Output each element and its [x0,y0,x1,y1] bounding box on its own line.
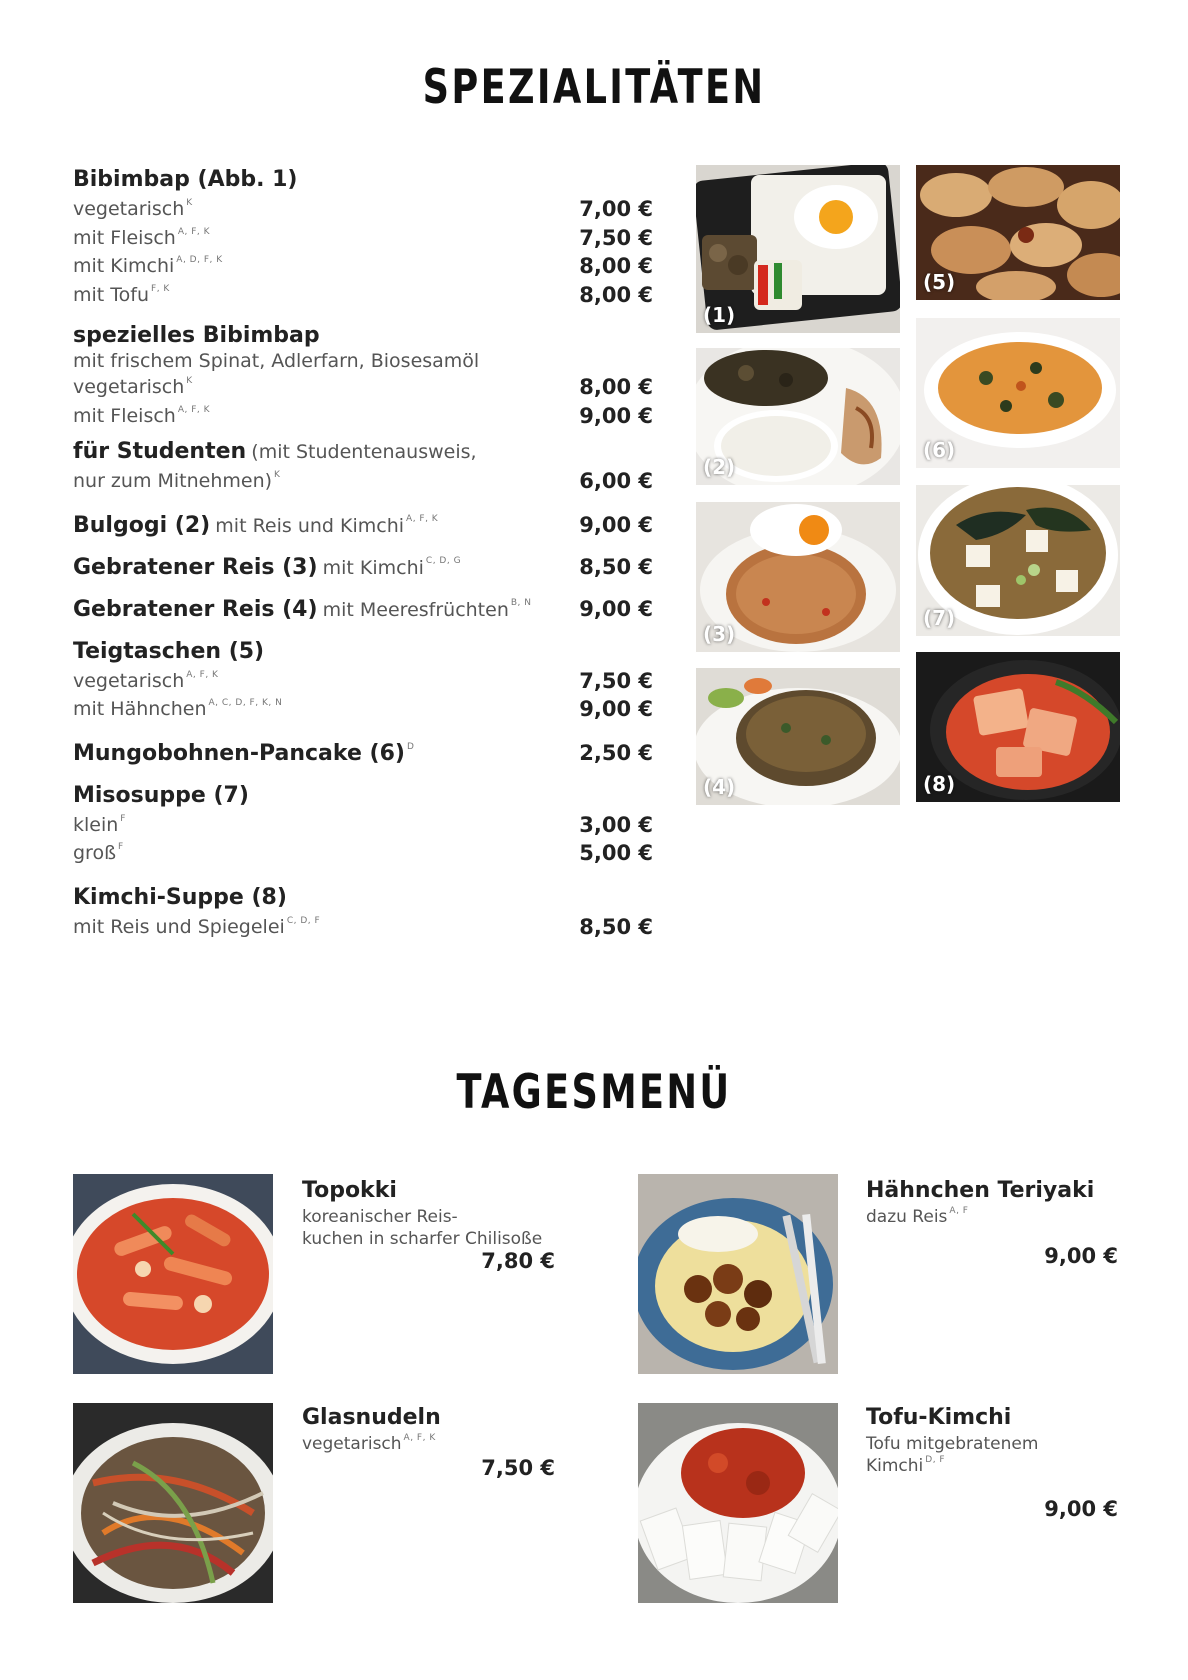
item-price: 9,00 € [579,403,653,428]
pancake-photo [916,318,1120,468]
dish-description-text: Kimchi [866,1456,924,1476]
bulgogi-photo [696,348,900,485]
menu-section-fried-rice-kimchi [73,552,653,583]
item-price: 3,00 € [579,812,653,837]
item-label: nur zum Mitnehmen) [73,470,273,492]
dish-description-text: dazu Reis [866,1207,948,1227]
dish-description-text: vegetarisch [302,1434,402,1454]
menu-section-bulgogi [73,510,653,541]
menu-section-students [73,436,653,496]
dish-card-tofu-kimchi [866,1403,1166,1477]
section-note: mit Meeresfrüchten [322,598,509,621]
section-description: mit frischem Spinat, Adlerfarn, Biosesamöl [73,350,480,372]
dish-description: koreanischer Reis- [302,1207,458,1227]
allergen-codes: K [274,470,281,480]
dish-card-glass-noodles [302,1403,602,1455]
allergen-codes: D, F [925,1455,946,1465]
item-price: 8,50 € [579,554,653,579]
fried-rice-egg-photo [696,502,900,652]
item-label: groß [73,842,117,864]
item-price: 8,00 € [579,282,653,307]
dish-name: Tofu-Kimchi [866,1405,1012,1430]
photo-number: (2) [703,455,736,479]
item-label: mit Fleisch [73,226,176,249]
menu-section-kimchi-soup [73,882,653,942]
allergen-codes: A, F, K [406,513,439,524]
section-title: Misosuppe (7) [73,782,249,808]
section-title: spezielles Bibimbap [73,323,320,348]
allergen-codes: F [118,842,124,852]
dumplings-photo [916,165,1120,300]
item-price: 7,50 € [579,668,653,693]
dish-price: 7,80 € [481,1249,555,1273]
allergen-codes: A, F [949,1206,969,1216]
page-title-daily-menu: TAGESMENÜ [456,1065,732,1120]
photo-number: (7) [923,606,956,630]
section-title: Kimchi-Suppe (8) [73,884,287,910]
item-label: mit Kimchi [73,255,175,277]
miso-soup-photo [916,485,1120,636]
glass-noodles-photo [73,1403,273,1603]
dish-description [866,1455,1166,1477]
kimchi-stew-photo [916,652,1120,802]
page-title-specials: SPEZIALITÄTEN [422,60,766,115]
item-label: mit Reis und Spiegelei [73,915,285,938]
photo-number: (6) [923,438,956,462]
allergen-codes: F, K [151,283,170,294]
allergen-codes: A, C, D, F, K, N [208,698,283,708]
allergen-codes: B, N [510,597,532,608]
dish-price: 9,00 € [1044,1244,1118,1268]
dish-description [866,1206,1166,1228]
menu-section-bibimbap [73,164,653,309]
allergen-codes: A, F, K [177,226,211,237]
menu-section-dumplings [73,636,653,724]
menu-section-miso-soup [73,780,653,868]
item-label: vegetarisch [73,376,185,398]
dish-price: 7,50 € [481,1456,555,1480]
section-note: mit Kimchi [322,556,424,579]
section-title: Mungobohnen-Pancake (6) [73,740,405,766]
item-price: 2,50 € [579,740,653,765]
dish-description [302,1433,602,1455]
section-note: mit Reis und Kimchi [215,514,405,537]
allergen-codes: F [120,813,126,824]
allergen-codes: A, F, K [177,404,211,415]
specials-menu-list [73,164,653,955]
dish-description: Tofu mitgebratenem [866,1434,1039,1454]
menu-section-fried-rice-seafood [73,594,653,625]
photo-number: (8) [923,772,956,796]
item-price: 5,00 € [579,841,653,865]
menu-section-pancake [73,738,653,769]
section-title: Bulgogi (2) [73,512,211,538]
item-label: vegetarisch [73,669,185,692]
allergen-codes: A, F, K [186,669,219,680]
section-title: für Studenten [73,439,247,464]
allergen-codes: D [406,741,415,752]
allergen-codes: K [186,198,193,208]
dish-name: Topokki [302,1178,397,1203]
dish-description: kuchen in scharfer Chilisoße [302,1229,543,1249]
seafood-rice-photo [696,668,900,805]
allergen-codes: A, D, F, K [176,255,223,265]
section-title: Teigtaschen (5) [73,638,265,664]
teriyaki-photo [638,1174,838,1374]
item-price: 9,00 € [579,512,653,537]
allergen-codes: K [186,376,193,386]
section-note: (mit Studentenausweis, [251,441,477,463]
menu-section-special-bibimbap [73,323,653,430]
item-label: mit Tofu [73,283,150,306]
dish-card-topokki [302,1176,602,1250]
item-label: klein [73,813,119,836]
item-label: mit Fleisch [73,404,176,427]
item-price: 8,00 € [579,375,653,399]
photo-number: (5) [923,270,956,294]
item-price: 8,00 € [579,254,653,278]
item-price: 9,00 € [579,697,653,721]
dish-card-teriyaki [866,1176,1166,1228]
section-title: Bibimbap (Abb. 1) [73,167,298,192]
item-price: 6,00 € [579,469,653,493]
dish-price: 9,00 € [1044,1497,1118,1521]
item-price: 7,50 € [579,225,653,250]
photo-number: (1) [703,303,736,327]
allergen-codes: A, F, K [403,1433,436,1443]
topokki-photo [73,1174,273,1374]
item-label: mit Hähnchen [73,698,207,720]
item-label: vegetarisch [73,198,185,220]
item-price: 8,50 € [579,914,653,939]
bibimbap-photo [696,165,900,333]
tofu-kimchi-photo [638,1403,838,1603]
allergen-codes: C, D, F [286,915,321,926]
item-price: 7,00 € [579,197,653,221]
dish-name: Hähnchen Teriyaki [866,1178,1095,1203]
allergen-codes: C, D, G [425,555,462,566]
dish-name: Glasnudeln [302,1405,441,1430]
section-title: Gebratener Reis (3) [73,554,318,580]
photo-number: (4) [703,775,736,799]
photo-number: (3) [703,622,736,646]
item-price: 9,00 € [579,596,653,621]
section-title: Gebratener Reis (4) [73,596,318,622]
